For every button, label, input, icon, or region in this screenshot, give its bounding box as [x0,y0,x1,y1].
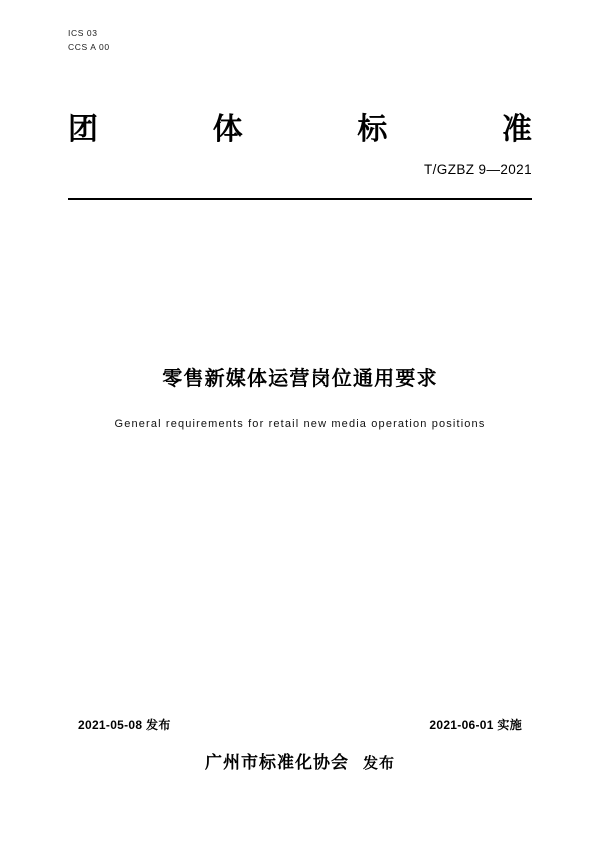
publisher-line [0,748,600,773]
document-title-english: General requirements for retail new media operation positions [114,418,486,430]
standard-number: T/GZBZ 9—2021 [424,162,532,177]
effective-date: 2021-06-01 实施 [429,718,522,732]
header-divider [68,198,532,200]
classification-codes [68,26,110,54]
standard-type-char-3: 标 [357,113,388,146]
publisher-verb: 发布 [362,755,395,772]
document-title-chinese: 零售新媒体运营岗位通用要求 [162,368,438,390]
standard-type-char-4: 准 [501,113,532,146]
issue-date: 2021-05-08 发布 [78,718,171,732]
standard-type-heading [68,104,532,148]
standard-type-char-2: 体 [212,113,243,146]
ccs-code: CCS A 00 [68,42,110,52]
publisher-name: 广州市标准化协会 [204,753,349,772]
ics-code: ICS 03 [68,28,98,38]
standard-type-char-1: 团 [68,113,98,146]
